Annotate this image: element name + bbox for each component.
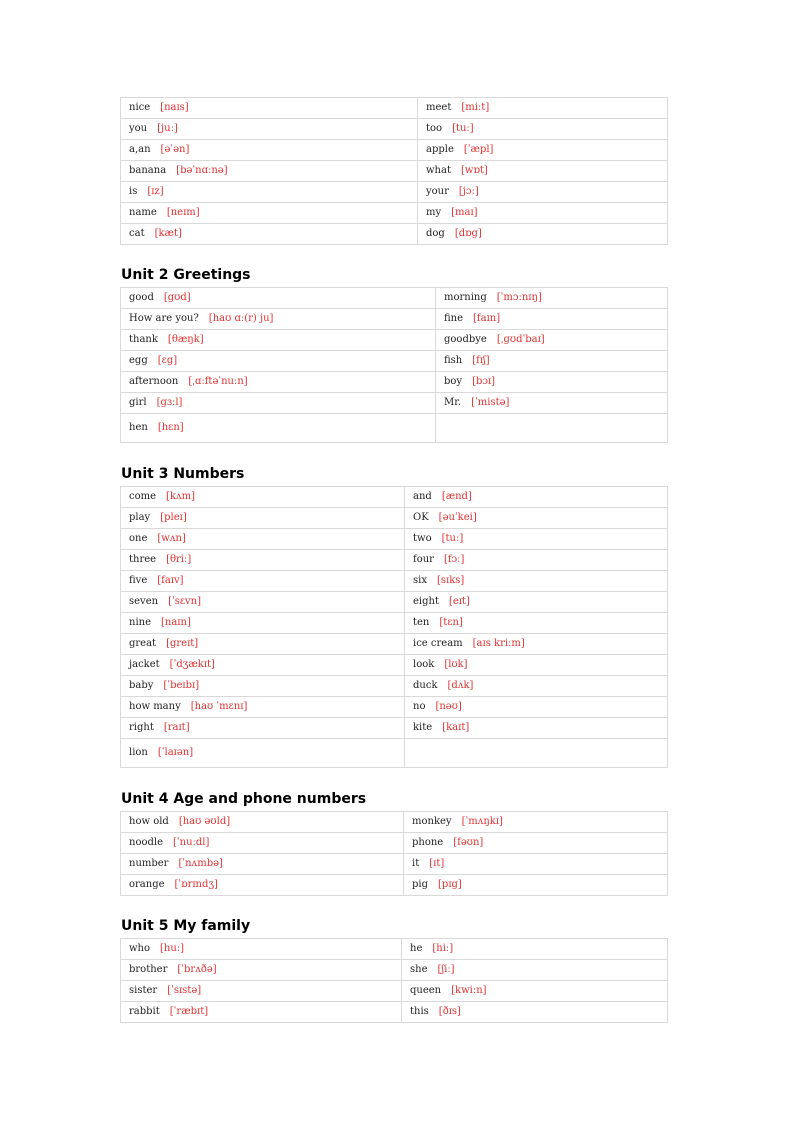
vocab-phonetic: [fəʊn]	[453, 837, 484, 848]
table-row	[121, 393, 668, 414]
vocab-phonetic: [fɪʃ]	[472, 355, 490, 366]
table-row	[121, 634, 668, 655]
vocab-phonetic: [ˈmistə]	[471, 397, 510, 408]
vocab-phonetic: [ˈlaɪən]	[157, 747, 194, 758]
vocab-phonetic: [ˈsɪstə]	[167, 985, 202, 996]
vocab-table	[120, 811, 668, 896]
vocab-word: she	[410, 964, 428, 975]
vocab-phonetic: [pleɪ]	[160, 512, 187, 523]
vocab-word: who	[129, 943, 151, 954]
vocab-cell	[405, 655, 668, 676]
vocab-cell	[121, 372, 436, 393]
vocab-word: noodle	[129, 837, 163, 848]
vocab-cell	[405, 676, 668, 697]
vocab-word: rabbit	[129, 1006, 160, 1017]
vocab-word: How are you?	[129, 313, 199, 324]
vocab-cell	[405, 697, 668, 718]
vocab-cell	[121, 487, 405, 508]
table-row	[121, 697, 668, 718]
table-row	[121, 613, 668, 634]
vocab-phonetic: [ˈnuːdl]	[173, 837, 210, 848]
table-row	[121, 140, 668, 161]
vocab-cell	[402, 1002, 668, 1023]
vocab-phonetic: [ˈæpl]	[463, 144, 494, 155]
table-row	[121, 508, 668, 529]
vocab-word: my	[426, 207, 442, 218]
table-row	[121, 655, 668, 676]
table-row	[121, 833, 668, 854]
vocab-phonetic: [wɒt]	[460, 165, 488, 176]
vocab-table	[120, 938, 668, 1023]
vocab-phonetic: [əuˈkei]	[438, 512, 477, 523]
vocab-cell	[121, 161, 418, 182]
vocab-phonetic: [raɪt]	[163, 722, 190, 733]
vocab-word: lion	[129, 747, 148, 758]
vocab-word: brother	[129, 964, 168, 975]
vocab-word: thank	[129, 334, 158, 345]
vocab-cell	[121, 592, 405, 613]
vocab-cell	[405, 529, 668, 550]
vocab-word: it	[412, 858, 420, 869]
vocab-cell	[121, 309, 436, 330]
vocab-word: boy	[444, 376, 463, 387]
vocab-word: look	[413, 659, 435, 670]
vocab-cell	[121, 119, 418, 140]
vocab-phonetic: [hiː]	[432, 943, 454, 954]
vocab-phonetic: [dɒg]	[454, 228, 482, 239]
vocab-cell	[436, 288, 668, 309]
vocab-word: jacket	[129, 659, 160, 670]
table-row	[121, 854, 668, 875]
vocab-cell	[405, 718, 668, 739]
vocab-cell	[405, 613, 668, 634]
vocab-phonetic: [ʃiː]	[437, 964, 455, 975]
table-row	[121, 330, 668, 351]
vocab-cell	[121, 203, 418, 224]
vocab-table	[120, 287, 668, 443]
vocab-word: how many	[129, 701, 181, 712]
vocab-word: a,an	[129, 144, 151, 155]
vocab-phonetic: [θæŋk]	[167, 334, 204, 345]
vocab-cell	[121, 697, 405, 718]
vocab-cell	[121, 875, 404, 896]
vocab-phonetic: [faɪn]	[473, 313, 501, 324]
table-row	[121, 414, 668, 443]
vocab-phonetic: [tuː]	[452, 123, 474, 134]
vocab-phonetic: [ˈdʒækɪt]	[169, 659, 215, 670]
table-row	[121, 309, 668, 330]
vocab-phonetic: [ˈmʌŋkɪ]	[461, 816, 503, 827]
vocab-phonetic: [neɪm]	[166, 207, 200, 218]
vocab-word: is	[129, 186, 138, 197]
vocab-phonetic: [huː]	[160, 943, 185, 954]
vocab-phonetic: [pɪg]	[438, 879, 462, 890]
vocab-cell	[121, 393, 436, 414]
table-row	[121, 203, 668, 224]
table-row	[121, 592, 668, 613]
vocab-cell	[121, 351, 436, 372]
table-row	[121, 529, 668, 550]
vocab-cell	[436, 393, 668, 414]
vocab-phonetic: [ˌgʊdˈbaɪ]	[496, 334, 545, 345]
vocab-table	[120, 486, 668, 768]
vocab-cell	[436, 330, 668, 351]
vocab-cell	[121, 224, 418, 245]
vocab-cell	[121, 508, 405, 529]
vocab-word: egg	[129, 355, 148, 366]
vocab-word: afternoon	[129, 376, 179, 387]
vocab-phonetic: [ˌɑːftəˈnuːn]	[188, 376, 248, 387]
vocab-phonetic: [ðɪs]	[438, 1006, 461, 1017]
table-row	[121, 960, 668, 981]
table-row	[121, 812, 668, 833]
vocab-section-unit4	[120, 811, 667, 896]
vocab-cell	[418, 224, 668, 245]
vocab-phonetic: [nəʊ]	[435, 701, 462, 712]
vocab-phonetic: [ɪt]	[429, 858, 445, 869]
vocab-phonetic: [lʊk]	[444, 659, 468, 670]
vocab-phonetic: [gʊd]	[163, 292, 191, 303]
vocab-cell	[405, 634, 668, 655]
vocab-word: phone	[412, 837, 444, 848]
vocab-cell	[121, 812, 404, 833]
vocab-word: seven	[129, 596, 159, 607]
vocab-phonetic: [haʊ ɑː(r) ju]	[208, 313, 274, 324]
vocab-cell	[121, 939, 402, 960]
vocab-word: how old	[129, 816, 169, 827]
vocab-cell	[404, 875, 668, 896]
table-row	[121, 939, 668, 960]
vocab-cell	[121, 634, 405, 655]
vocab-word: ten	[413, 617, 430, 628]
vocab-word: no	[413, 701, 426, 712]
vocab-word: fine	[444, 313, 464, 324]
vocab-cell	[404, 812, 668, 833]
vocab-word: nine	[129, 617, 151, 628]
vocab-word: cat	[129, 228, 145, 239]
vocab-phonetic: [bɔɪ]	[472, 376, 496, 387]
vocab-cell	[121, 739, 405, 768]
table-row	[121, 1002, 668, 1023]
vocab-cell	[402, 981, 668, 1002]
vocab-phonetic: [hɛn]	[157, 422, 184, 433]
vocab-word: monkey	[412, 816, 452, 827]
vocab-cell	[121, 676, 405, 697]
vocab-phonetic: [bəˈnɑːnə]	[176, 165, 228, 176]
vocab-section-unit2	[120, 287, 667, 443]
vocab-word: girl	[129, 397, 147, 408]
vocab-cell	[405, 592, 668, 613]
vocab-cell	[418, 98, 668, 119]
vocab-word: fish	[444, 355, 463, 366]
vocab-word: and	[413, 491, 432, 502]
vocab-phonetic: [wʌn]	[157, 533, 186, 544]
vocab-cell	[121, 571, 405, 592]
vocab-cell	[121, 414, 436, 443]
section-heading: Unit 4 Age and phone numbers	[121, 791, 367, 807]
vocab-cell	[121, 330, 436, 351]
vocab-word: dog	[426, 228, 445, 239]
vocab-word: goodbye	[444, 334, 487, 345]
vocab-phonetic: [tɛn]	[439, 617, 463, 628]
vocab-cell	[121, 960, 402, 981]
vocab-cell	[402, 939, 668, 960]
vocab-phonetic: [juː]	[157, 123, 178, 134]
table-row	[121, 288, 668, 309]
vocab-phonetic: [kaɪt]	[442, 722, 470, 733]
vocab-word: your	[426, 186, 449, 197]
vocab-word: meet	[426, 102, 452, 113]
vocab-phonetic: [kæt]	[154, 228, 182, 239]
vocab-phonetic: [ˈɒrɪndʒ]	[174, 879, 218, 890]
vocab-cell	[436, 414, 668, 443]
vocab-phonetic: [haʊ ˈmɛnɪ]	[190, 701, 248, 712]
vocab-word: three	[129, 554, 157, 565]
vocab-cell	[405, 550, 668, 571]
vocab-cell	[405, 508, 668, 529]
vocab-cell	[402, 960, 668, 981]
vocab-cell	[405, 739, 668, 768]
vocab-word: four	[413, 554, 434, 565]
vocab-phonetic: [ænd]	[441, 491, 472, 502]
vocab-phonetic: [ˈnʌmbə]	[178, 858, 223, 869]
vocab-word: morning	[444, 292, 487, 303]
vocab-word: good	[129, 292, 154, 303]
table-row	[121, 119, 668, 140]
vocab-table	[120, 97, 668, 245]
vocab-word: banana	[129, 165, 167, 176]
vocab-word: come	[129, 491, 157, 502]
vocab-cell	[121, 140, 418, 161]
vocab-word: duck	[413, 680, 438, 691]
vocab-word: right	[129, 722, 154, 733]
table-row	[121, 487, 668, 508]
vocab-word: hen	[129, 422, 148, 433]
table-row	[121, 372, 668, 393]
vocab-word: great	[129, 638, 157, 649]
table-row	[121, 182, 668, 203]
vocab-cell	[121, 288, 436, 309]
table-row	[121, 739, 668, 768]
vocab-cell	[418, 140, 668, 161]
vocab-word: ice cream	[413, 638, 463, 649]
vocab-phonetic: [haʊ əʊld]	[178, 816, 231, 827]
vocab-cell	[418, 203, 668, 224]
vocab-section-unit3	[120, 486, 667, 768]
vocab-cell	[121, 1002, 402, 1023]
vocab-cell	[418, 119, 668, 140]
vocab-word: apple	[426, 144, 454, 155]
vocab-cell	[436, 372, 668, 393]
vocab-cell	[405, 487, 668, 508]
vocab-phonetic: [əˈən]	[160, 144, 190, 155]
vocab-phonetic: [maɪ]	[451, 207, 478, 218]
vocab-cell	[121, 182, 418, 203]
vocab-phonetic: [ˈmɔːnɪŋ]	[496, 292, 542, 303]
table-row	[121, 875, 668, 896]
vocab-cell	[436, 309, 668, 330]
vocab-word: name	[129, 207, 157, 218]
section-heading: Unit 3 Numbers	[121, 466, 245, 482]
vocab-phonetic: [ˈræbɪt]	[169, 1006, 209, 1017]
table-row	[121, 224, 668, 245]
vocab-cell	[121, 854, 404, 875]
vocab-phonetic: [ˈbeɪbɪ]	[163, 680, 200, 691]
section-heading: Unit 5 My family	[121, 918, 251, 934]
vocab-cell	[121, 550, 405, 571]
vocab-phonetic: [jɔː]	[458, 186, 479, 197]
vocab-phonetic: [naɪs]	[160, 102, 189, 113]
vocab-phonetic: [ˈsɛvn]	[168, 596, 202, 607]
vocab-cell	[121, 833, 404, 854]
vocab-word: number	[129, 858, 169, 869]
vocab-cell	[121, 613, 405, 634]
vocab-phonetic: [kwiːn]	[451, 985, 487, 996]
table-row	[121, 676, 668, 697]
vocab-section-unit1	[120, 97, 667, 245]
vocab-cell	[405, 571, 668, 592]
vocab-phonetic: [dʌk]	[447, 680, 474, 691]
vocab-phonetic: [kʌm]	[166, 491, 196, 502]
vocab-word: baby	[129, 680, 154, 691]
table-row	[121, 981, 668, 1002]
vocab-word: pig	[412, 879, 429, 890]
table-row	[121, 718, 668, 739]
vocab-phonetic: [eɪt]	[448, 596, 470, 607]
vocab-phonetic: [miːt]	[461, 102, 490, 113]
vocab-phonetic: [sɪks]	[436, 575, 465, 586]
vocab-phonetic: [θriː]	[166, 554, 192, 565]
table-row	[121, 98, 668, 119]
vocab-word: sister	[129, 985, 158, 996]
vocab-cell	[404, 833, 668, 854]
vocab-cell	[121, 981, 402, 1002]
vocab-word: play	[129, 512, 151, 523]
vocab-word: queen	[410, 985, 442, 996]
vocab-phonetic: [ˈbrʌðə]	[177, 964, 217, 975]
vocab-word: too	[426, 123, 443, 134]
vocab-word: orange	[129, 879, 165, 890]
table-row	[121, 550, 668, 571]
vocab-phonetic: [faɪv]	[157, 575, 184, 586]
vocab-phonetic: [fɔː]	[443, 554, 465, 565]
vocab-word: one	[129, 533, 148, 544]
vocab-cell	[436, 351, 668, 372]
vocab-word: nice	[129, 102, 151, 113]
vocab-word: five	[129, 575, 148, 586]
vocab-phonetic: [aɪs kriːm]	[472, 638, 525, 649]
vocab-cell	[404, 854, 668, 875]
vocab-word: OK	[413, 512, 429, 523]
vocab-phonetic: [tuː]	[441, 533, 464, 544]
vocab-word: kite	[413, 722, 433, 733]
vocab-word: Mr.	[444, 397, 462, 408]
vocab-phonetic: [ɛg]	[157, 355, 178, 366]
vocab-phonetic: [gɜːl]	[156, 397, 183, 408]
vocab-cell	[418, 182, 668, 203]
vocab-word: six	[413, 575, 427, 586]
vocab-phonetic: [naɪn]	[161, 617, 191, 628]
vocab-word: two	[413, 533, 432, 544]
vocab-phonetic: [greɪt]	[166, 638, 199, 649]
vocab-cell	[121, 529, 405, 550]
vocab-word: what	[426, 165, 451, 176]
vocab-word: this	[410, 1006, 429, 1017]
vocab-word: eight	[413, 596, 439, 607]
table-row	[121, 351, 668, 372]
vocab-phonetic: [ɪz]	[147, 186, 164, 197]
section-heading: Unit 2 Greetings	[121, 267, 251, 283]
vocab-word: you	[129, 123, 148, 134]
vocab-cell	[121, 655, 405, 676]
vocab-section-unit5	[120, 938, 667, 1023]
vocab-cell	[121, 718, 405, 739]
table-row	[121, 571, 668, 592]
vocab-cell	[121, 98, 418, 119]
vocab-word: he	[410, 943, 423, 954]
vocab-cell	[418, 161, 668, 182]
table-row	[121, 161, 668, 182]
